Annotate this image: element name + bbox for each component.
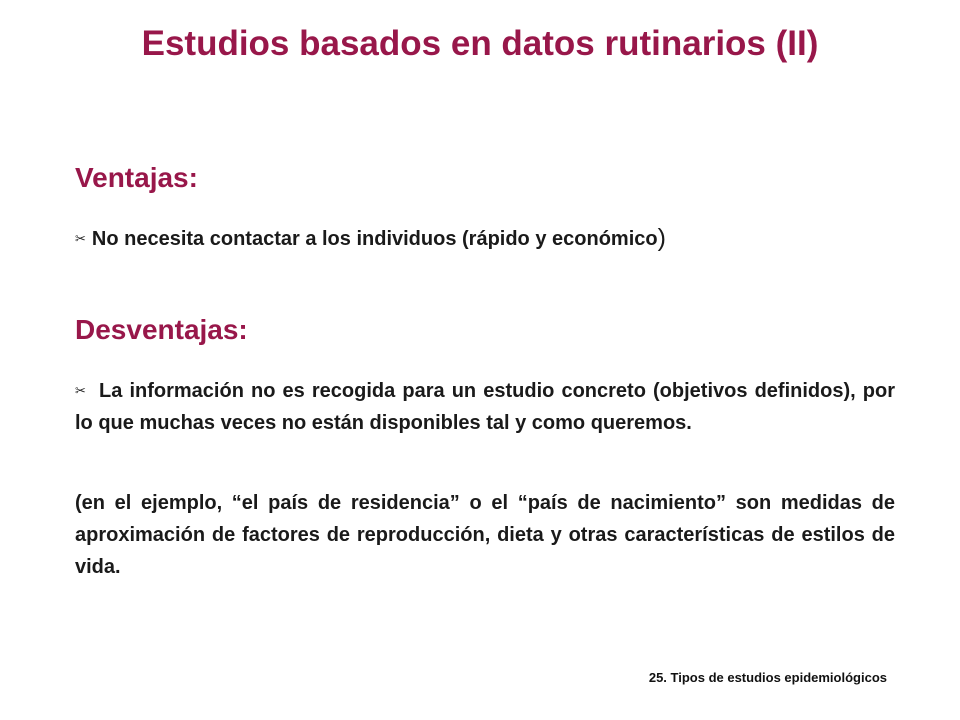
ventajas-heading: Ventajas: — [75, 162, 198, 193]
slide-footer: 25. Tipos de estudios epidemiológicos — [648, 670, 887, 685]
desventajas-heading: Desventajas: — [75, 314, 248, 345]
desventajas-item — [75, 375, 895, 439]
desventajas-item-text: La información no es recogida para un estudio concreto (objetivos definidos), por lo que muchas veces no están disponibles tal y como queremos. — [75, 380, 896, 434]
ventajas-item-text: No necesita contactar a los individuos (rápido y económico — [91, 228, 658, 250]
ventajas-item — [75, 222, 895, 255]
scissors-icon: ✂ — [75, 383, 86, 398]
desventajas-example: (en el ejemplo, “el país de residencia” o el “país de nacimiento” son medidas de aproximación de factores de reproducción, dieta y otras características de estilos de vida. — [75, 492, 895, 578]
slide-title: Estudios basados en datos rutinarios (II) — [141, 24, 819, 63]
ventajas-item-closing: ) — [657, 224, 666, 252]
scissors-icon: ✂ — [75, 231, 86, 246]
